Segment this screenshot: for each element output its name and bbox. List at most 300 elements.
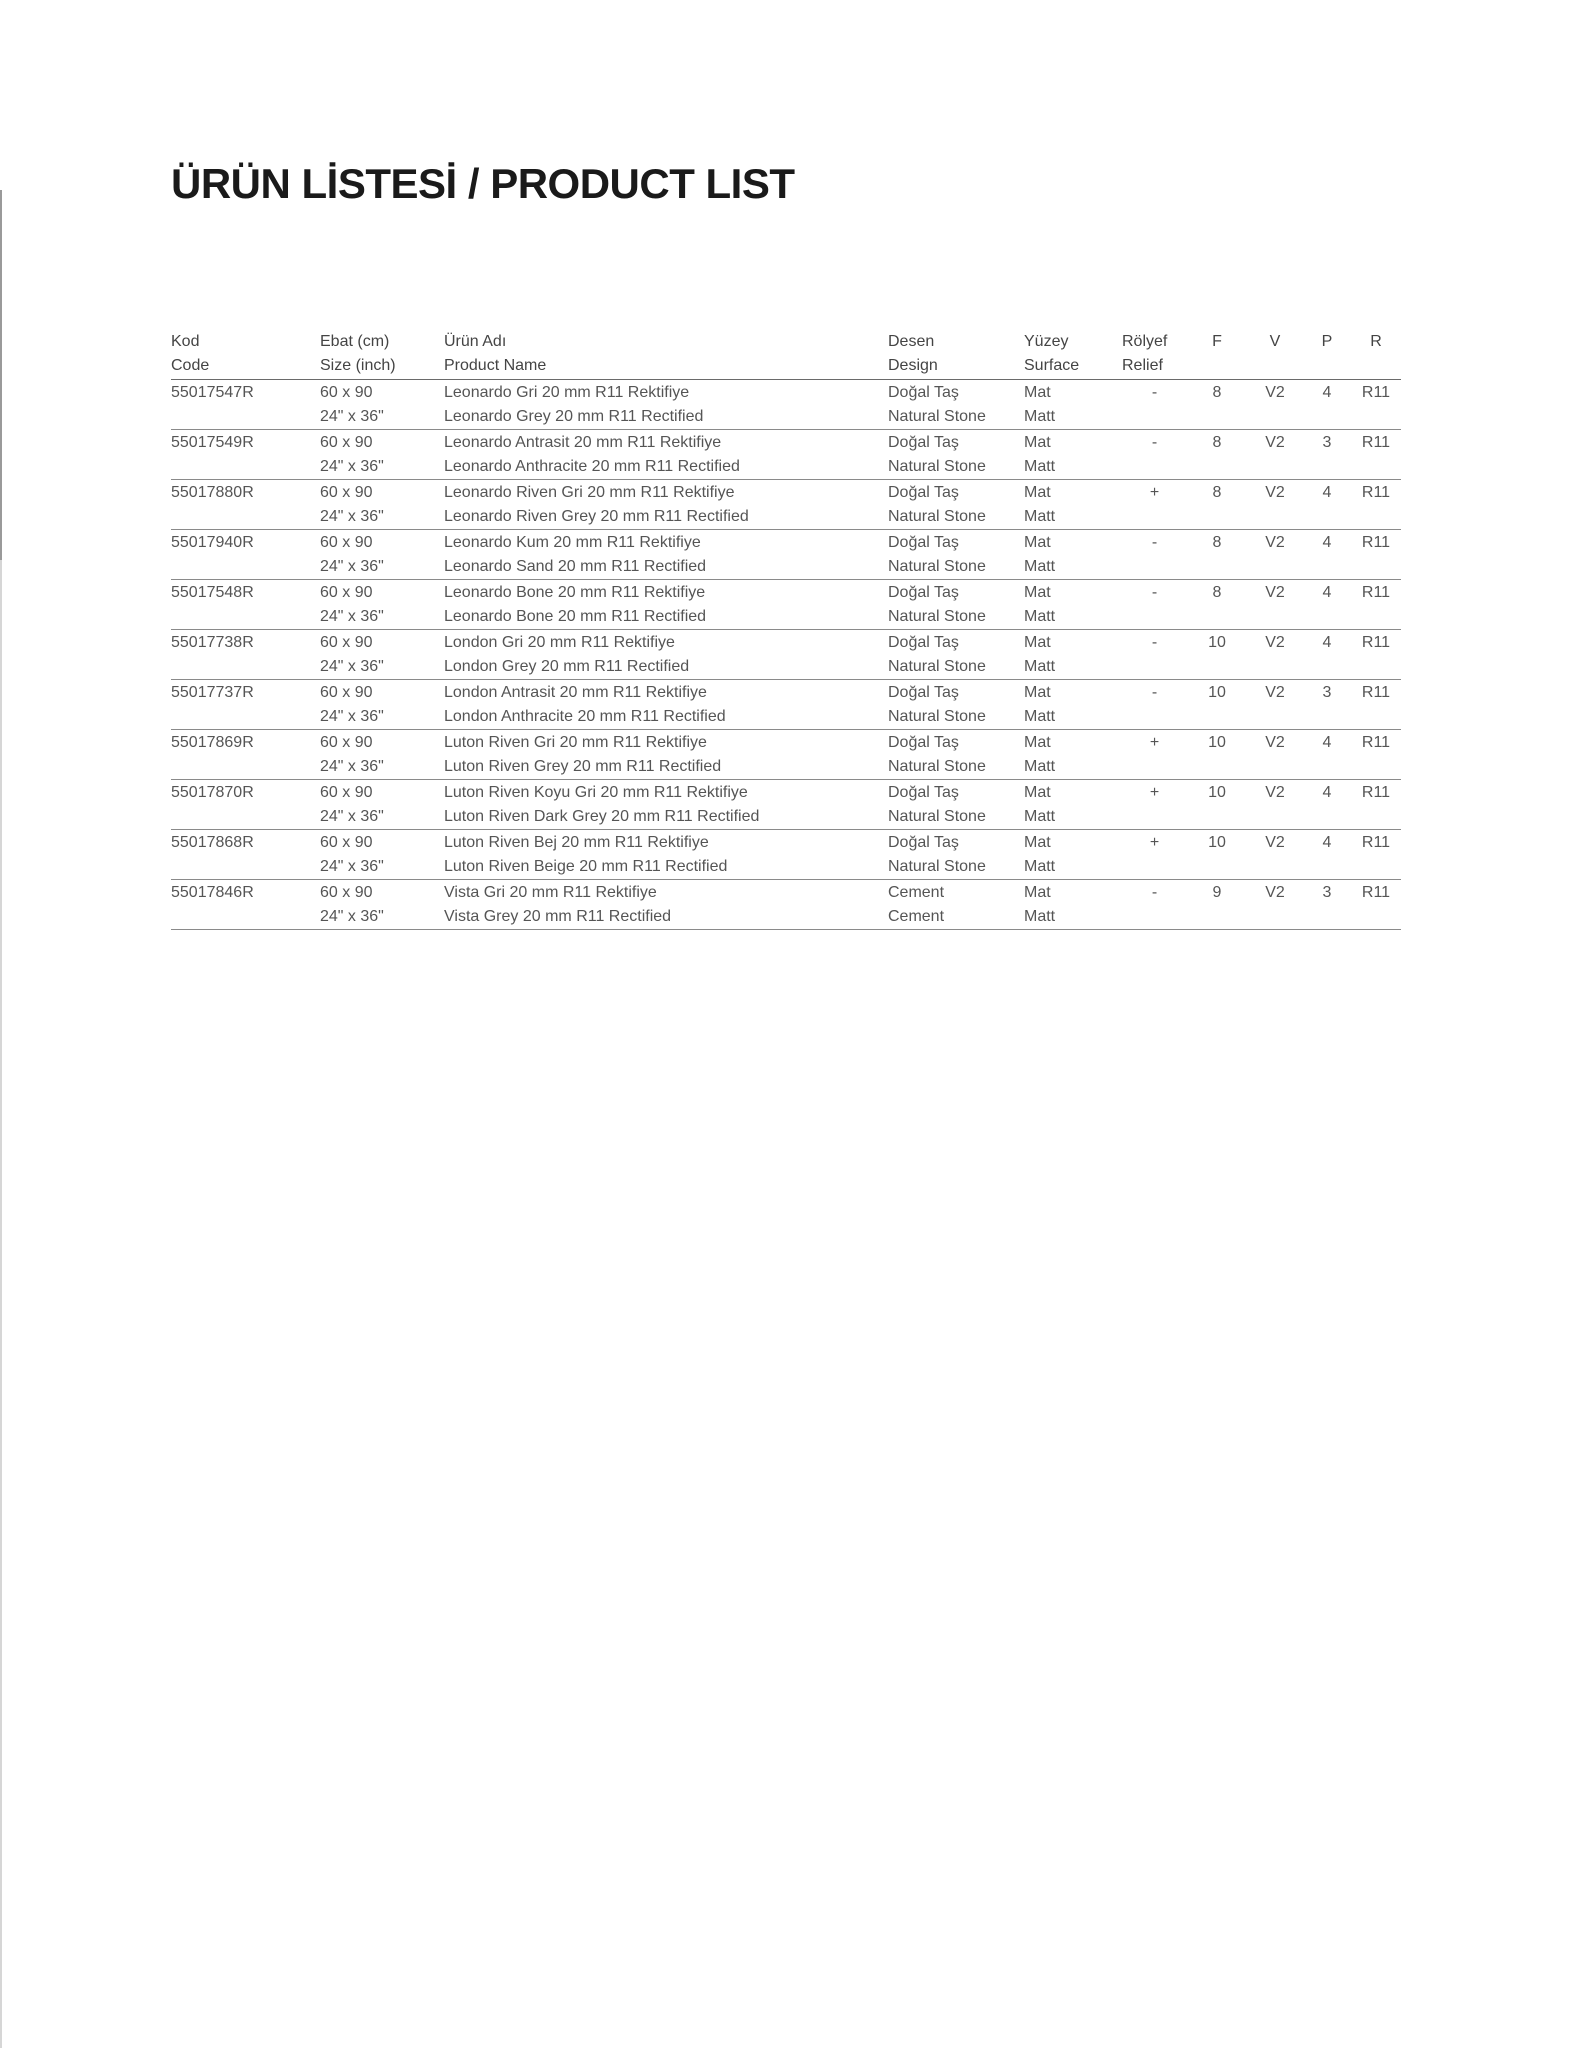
cell-name-tr: Luton Riven Gri 20 mm R11 Rektifiye bbox=[444, 734, 707, 751]
cell-design-tr: Doğal Taş bbox=[888, 584, 959, 601]
cell-code: 55017870R bbox=[171, 784, 254, 801]
cell-relief: + bbox=[1149, 734, 1160, 751]
header-surface bbox=[1024, 330, 1122, 380]
cell-p: 3 bbox=[1322, 884, 1332, 901]
cell-size-inch: 24" x 36" bbox=[320, 758, 384, 775]
cell-v bbox=[1247, 730, 1303, 780]
cell-design-tr: Doğal Taş bbox=[888, 834, 959, 851]
cell-r bbox=[1351, 480, 1401, 530]
cell-size-cm: 60 x 90 bbox=[320, 434, 373, 451]
cell-relief bbox=[1122, 830, 1187, 880]
cell-f bbox=[1187, 780, 1247, 830]
cell-surface-tr: Mat bbox=[1024, 384, 1051, 401]
cell-name-en: Leonardo Anthracite 20 mm R11 Rectified bbox=[444, 458, 740, 475]
header-name-en: Product Name bbox=[444, 357, 547, 374]
cell-name-en: London Grey 20 mm R11 Rectified bbox=[444, 658, 690, 675]
cell-p: 4 bbox=[1322, 534, 1332, 551]
cell-relief bbox=[1122, 430, 1187, 480]
cell-size-inch: 24" x 36" bbox=[320, 658, 384, 675]
cell-surface-en: Matt bbox=[1024, 858, 1056, 875]
cell-design bbox=[888, 580, 1024, 630]
header-relief bbox=[1122, 330, 1187, 380]
cell-p bbox=[1303, 780, 1351, 830]
table-row bbox=[171, 630, 1401, 680]
cell-surface-en: Matt bbox=[1024, 408, 1056, 425]
cell-name-en: Luton Riven Beige 20 mm R11 Rectified bbox=[444, 858, 728, 875]
cell-code: 55017547R bbox=[171, 384, 254, 401]
cell-surface-tr: Mat bbox=[1024, 484, 1051, 501]
cell-r bbox=[1351, 830, 1401, 880]
cell-code: 55017737R bbox=[171, 684, 254, 701]
cell-p: 4 bbox=[1322, 484, 1332, 501]
cell-name bbox=[444, 880, 888, 930]
cell-size-inch: 24" x 36" bbox=[320, 908, 384, 925]
cell-relief: - bbox=[1151, 434, 1158, 451]
cell-design-tr: Doğal Taş bbox=[888, 634, 959, 651]
cell-design-en: Natural Stone bbox=[888, 808, 986, 825]
header-f-label: F bbox=[1212, 333, 1222, 350]
table-row bbox=[171, 680, 1401, 730]
cell-surface bbox=[1024, 830, 1122, 880]
cell-f bbox=[1187, 480, 1247, 530]
header-size-en: Size (inch) bbox=[320, 357, 396, 374]
cell-size bbox=[320, 830, 444, 880]
cell-p bbox=[1303, 680, 1351, 730]
cell-v: V2 bbox=[1265, 684, 1285, 701]
cell-p: 4 bbox=[1322, 784, 1332, 801]
cell-size-cm: 60 x 90 bbox=[320, 834, 373, 851]
cell-f bbox=[1187, 830, 1247, 880]
cell-relief: + bbox=[1149, 484, 1160, 501]
cell-r: R11 bbox=[1361, 834, 1391, 851]
cell-p bbox=[1303, 430, 1351, 480]
cell-p bbox=[1303, 730, 1351, 780]
cell-surface-en: Matt bbox=[1024, 808, 1056, 825]
cell-p bbox=[1303, 830, 1351, 880]
page-title: ÜRÜN LİSTESİ / PRODUCT LIST bbox=[171, 160, 795, 207]
cell-size-cm: 60 x 90 bbox=[320, 534, 373, 551]
header-surface-en: Surface bbox=[1024, 357, 1080, 374]
cell-code: 55017846R bbox=[171, 884, 254, 901]
cell-name bbox=[444, 430, 888, 480]
cell-name-en: Leonardo Grey 20 mm R11 Rectified bbox=[444, 408, 704, 425]
cell-code bbox=[171, 830, 320, 880]
cell-size-inch: 24" x 36" bbox=[320, 458, 384, 475]
cell-v: V2 bbox=[1265, 534, 1285, 551]
cell-surface-tr: Mat bbox=[1024, 584, 1051, 601]
cell-r bbox=[1351, 430, 1401, 480]
cell-p bbox=[1303, 530, 1351, 580]
cell-size-inch: 24" x 36" bbox=[320, 808, 384, 825]
product-table bbox=[171, 330, 1401, 930]
cell-v bbox=[1247, 480, 1303, 530]
cell-r: R11 bbox=[1361, 684, 1391, 701]
cell-v bbox=[1247, 780, 1303, 830]
cell-r bbox=[1351, 680, 1401, 730]
cell-relief: - bbox=[1151, 384, 1158, 401]
cell-v bbox=[1247, 630, 1303, 680]
cell-design bbox=[888, 480, 1024, 530]
cell-relief: + bbox=[1149, 834, 1160, 851]
cell-p: 4 bbox=[1322, 634, 1332, 651]
cell-design bbox=[888, 430, 1024, 480]
cell-size-inch: 24" x 36" bbox=[320, 508, 384, 525]
cell-design-tr: Doğal Taş bbox=[888, 434, 959, 451]
cell-v bbox=[1247, 430, 1303, 480]
cell-f: 8 bbox=[1212, 384, 1222, 401]
cell-name bbox=[444, 580, 888, 630]
cell-name-tr: Leonardo Kum 20 mm R11 Rektifiye bbox=[444, 534, 701, 551]
cell-name-tr: Leonardo Riven Gri 20 mm R11 Rektifiye bbox=[444, 484, 735, 501]
cell-name-tr: Luton Riven Bej 20 mm R11 Rektifiye bbox=[444, 834, 709, 851]
cell-surface-tr: Mat bbox=[1024, 434, 1051, 451]
cell-p: 4 bbox=[1322, 734, 1332, 751]
cell-design-en: Natural Stone bbox=[888, 558, 986, 575]
cell-size bbox=[320, 780, 444, 830]
cell-code: 55017738R bbox=[171, 634, 254, 651]
cell-code bbox=[171, 530, 320, 580]
cell-size-cm: 60 x 90 bbox=[320, 684, 373, 701]
cell-name-en: Vista Grey 20 mm R11 Rectified bbox=[444, 908, 672, 925]
cell-f: 9 bbox=[1212, 884, 1222, 901]
cell-code: 55017548R bbox=[171, 584, 254, 601]
cell-size-inch: 24" x 36" bbox=[320, 608, 384, 625]
cell-size bbox=[320, 680, 444, 730]
header-design-en: Design bbox=[888, 357, 938, 374]
cell-f: 10 bbox=[1208, 784, 1226, 801]
cell-v: V2 bbox=[1265, 584, 1285, 601]
cell-surface bbox=[1024, 580, 1122, 630]
cell-v bbox=[1247, 880, 1303, 930]
cell-r bbox=[1351, 780, 1401, 830]
cell-f: 10 bbox=[1208, 834, 1226, 851]
cell-code bbox=[171, 780, 320, 830]
cell-size-inch: 24" x 36" bbox=[320, 708, 384, 725]
cell-size bbox=[320, 730, 444, 780]
cell-f bbox=[1187, 380, 1247, 430]
cell-design bbox=[888, 530, 1024, 580]
header-r bbox=[1351, 330, 1401, 380]
cell-name-en: Luton Riven Grey 20 mm R11 Rectified bbox=[444, 758, 722, 775]
cell-r bbox=[1351, 880, 1401, 930]
table-row bbox=[171, 530, 1401, 580]
cell-surface-tr: Mat bbox=[1024, 634, 1051, 651]
cell-code: 55017869R bbox=[171, 734, 254, 751]
cell-name bbox=[444, 380, 888, 430]
cell-size-inch: 24" x 36" bbox=[320, 408, 384, 425]
cell-relief: - bbox=[1151, 884, 1158, 901]
cell-name-en: Leonardo Bone 20 mm R11 Rectified bbox=[444, 608, 707, 625]
cell-size-cm: 60 x 90 bbox=[320, 784, 373, 801]
cell-name-en: Luton Riven Dark Grey 20 mm R11 Rectified bbox=[444, 808, 760, 825]
cell-code bbox=[171, 730, 320, 780]
cell-name bbox=[444, 630, 888, 680]
cell-surface-tr: Mat bbox=[1024, 784, 1051, 801]
cell-design bbox=[888, 680, 1024, 730]
cell-name-tr: Leonardo Gri 20 mm R11 Rektifiye bbox=[444, 384, 690, 401]
cell-design-tr: Doğal Taş bbox=[888, 384, 959, 401]
cell-f bbox=[1187, 630, 1247, 680]
cell-f: 10 bbox=[1208, 734, 1226, 751]
header-name bbox=[444, 330, 888, 380]
table-row bbox=[171, 880, 1401, 930]
cell-surface bbox=[1024, 530, 1122, 580]
cell-surface-tr: Mat bbox=[1024, 734, 1051, 751]
cell-design-tr: Doğal Taş bbox=[888, 734, 959, 751]
cell-r: R11 bbox=[1361, 484, 1391, 501]
cell-code bbox=[171, 430, 320, 480]
cell-relief bbox=[1122, 730, 1187, 780]
cell-size bbox=[320, 480, 444, 530]
cell-name bbox=[444, 780, 888, 830]
header-name-tr: Ürün Adı bbox=[444, 333, 507, 350]
table-body bbox=[171, 380, 1401, 930]
cell-size-cm: 60 x 90 bbox=[320, 384, 373, 401]
cell-v: V2 bbox=[1265, 784, 1285, 801]
cell-design-tr: Doğal Taş bbox=[888, 684, 959, 701]
header-relief-en: Relief bbox=[1122, 357, 1163, 374]
cell-size-cm: 60 x 90 bbox=[320, 484, 373, 501]
cell-v: V2 bbox=[1265, 634, 1285, 651]
header-r-label: R bbox=[1370, 333, 1382, 350]
header-relief-tr: Rölyef bbox=[1122, 333, 1168, 350]
cell-name-tr: Leonardo Antrasit 20 mm R11 Rektifiye bbox=[444, 434, 722, 451]
cell-design bbox=[888, 780, 1024, 830]
cell-relief bbox=[1122, 780, 1187, 830]
cell-name-en: Leonardo Riven Grey 20 mm R11 Rectified bbox=[444, 508, 749, 525]
cell-r: R11 bbox=[1361, 584, 1391, 601]
cell-surface bbox=[1024, 380, 1122, 430]
cell-code bbox=[171, 380, 320, 430]
cell-size bbox=[320, 580, 444, 630]
cell-f bbox=[1187, 530, 1247, 580]
cell-code bbox=[171, 880, 320, 930]
cell-f: 10 bbox=[1208, 684, 1226, 701]
table-row bbox=[171, 380, 1401, 430]
cell-code bbox=[171, 480, 320, 530]
cell-size bbox=[320, 380, 444, 430]
cell-design-tr: Doğal Taş bbox=[888, 784, 959, 801]
cell-v bbox=[1247, 380, 1303, 430]
cell-design-en: Natural Stone bbox=[888, 458, 986, 475]
cell-f: 10 bbox=[1208, 634, 1226, 651]
table-row bbox=[171, 780, 1401, 830]
cell-design-en: Natural Stone bbox=[888, 708, 986, 725]
cell-surface-en: Matt bbox=[1024, 708, 1056, 725]
cell-relief bbox=[1122, 580, 1187, 630]
cell-name-en: Leonardo Sand 20 mm R11 Rectified bbox=[444, 558, 707, 575]
cell-surface bbox=[1024, 880, 1122, 930]
page-edge-line-dark bbox=[0, 190, 2, 560]
cell-surface-en: Matt bbox=[1024, 758, 1056, 775]
cell-code bbox=[171, 630, 320, 680]
cell-v: V2 bbox=[1265, 884, 1285, 901]
cell-p bbox=[1303, 630, 1351, 680]
header-size-tr: Ebat (cm) bbox=[320, 333, 390, 350]
cell-f bbox=[1187, 580, 1247, 630]
cell-code: 55017868R bbox=[171, 834, 254, 851]
cell-r bbox=[1351, 380, 1401, 430]
cell-design-en: Natural Stone bbox=[888, 608, 986, 625]
cell-name bbox=[444, 830, 888, 880]
cell-code bbox=[171, 580, 320, 630]
cell-p: 3 bbox=[1322, 434, 1332, 451]
header-design bbox=[888, 330, 1024, 380]
cell-size-inch: 24" x 36" bbox=[320, 858, 384, 875]
cell-design bbox=[888, 380, 1024, 430]
cell-name-tr: London Gri 20 mm R11 Rektifiye bbox=[444, 634, 675, 651]
cell-relief bbox=[1122, 480, 1187, 530]
cell-f bbox=[1187, 680, 1247, 730]
cell-code bbox=[171, 680, 320, 730]
cell-p: 4 bbox=[1322, 834, 1332, 851]
cell-design-en: Natural Stone bbox=[888, 508, 986, 525]
cell-v bbox=[1247, 530, 1303, 580]
cell-size bbox=[320, 630, 444, 680]
cell-v: V2 bbox=[1265, 834, 1285, 851]
cell-size bbox=[320, 530, 444, 580]
header-size bbox=[320, 330, 444, 380]
cell-v bbox=[1247, 830, 1303, 880]
cell-size-cm: 60 x 90 bbox=[320, 634, 373, 651]
cell-relief bbox=[1122, 530, 1187, 580]
cell-surface bbox=[1024, 680, 1122, 730]
table-row bbox=[171, 480, 1401, 530]
cell-relief bbox=[1122, 630, 1187, 680]
cell-name-en: London Anthracite 20 mm R11 Rectified bbox=[444, 708, 726, 725]
cell-surface-tr: Mat bbox=[1024, 684, 1051, 701]
cell-design bbox=[888, 830, 1024, 880]
cell-r bbox=[1351, 630, 1401, 680]
cell-v bbox=[1247, 580, 1303, 630]
table-row bbox=[171, 580, 1401, 630]
cell-name bbox=[444, 530, 888, 580]
cell-p: 4 bbox=[1322, 384, 1332, 401]
table-row bbox=[171, 430, 1401, 480]
cell-f bbox=[1187, 880, 1247, 930]
header-code bbox=[171, 330, 320, 380]
cell-v: V2 bbox=[1265, 384, 1285, 401]
cell-r: R11 bbox=[1361, 784, 1391, 801]
cell-name bbox=[444, 680, 888, 730]
cell-name-tr: London Antrasit 20 mm R11 Rektifiye bbox=[444, 684, 707, 701]
cell-surface bbox=[1024, 430, 1122, 480]
cell-size-inch: 24" x 36" bbox=[320, 558, 384, 575]
header-p-label: P bbox=[1321, 333, 1333, 350]
cell-surface bbox=[1024, 630, 1122, 680]
cell-design-tr: Doğal Taş bbox=[888, 534, 959, 551]
cell-surface-en: Matt bbox=[1024, 908, 1056, 925]
cell-r: R11 bbox=[1361, 384, 1391, 401]
cell-p bbox=[1303, 380, 1351, 430]
cell-size bbox=[320, 880, 444, 930]
cell-p: 4 bbox=[1322, 584, 1332, 601]
header-v bbox=[1247, 330, 1303, 380]
cell-v: V2 bbox=[1265, 484, 1285, 501]
cell-name bbox=[444, 730, 888, 780]
header-p bbox=[1303, 330, 1351, 380]
cell-code: 55017549R bbox=[171, 434, 254, 451]
cell-f bbox=[1187, 430, 1247, 480]
cell-v: V2 bbox=[1265, 734, 1285, 751]
cell-relief: - bbox=[1151, 584, 1158, 601]
cell-p bbox=[1303, 480, 1351, 530]
cell-surface-en: Matt bbox=[1024, 558, 1056, 575]
cell-design-en: Natural Stone bbox=[888, 658, 986, 675]
cell-r: R11 bbox=[1361, 434, 1391, 451]
cell-design bbox=[888, 730, 1024, 780]
cell-p bbox=[1303, 580, 1351, 630]
cell-relief: - bbox=[1151, 534, 1158, 551]
cell-r: R11 bbox=[1361, 534, 1391, 551]
cell-design-en: Natural Stone bbox=[888, 408, 986, 425]
header-code-tr: Kod bbox=[171, 333, 200, 350]
header-code-en: Code bbox=[171, 357, 210, 374]
cell-v: V2 bbox=[1265, 434, 1285, 451]
cell-design-tr: Cement bbox=[888, 884, 945, 901]
cell-surface-en: Matt bbox=[1024, 658, 1056, 675]
table-header-row bbox=[171, 330, 1401, 380]
cell-relief: - bbox=[1151, 684, 1158, 701]
cell-design-tr: Doğal Taş bbox=[888, 484, 959, 501]
cell-surface-tr: Mat bbox=[1024, 534, 1051, 551]
cell-relief bbox=[1122, 680, 1187, 730]
cell-surface bbox=[1024, 730, 1122, 780]
cell-r: R11 bbox=[1361, 634, 1391, 651]
cell-relief bbox=[1122, 880, 1187, 930]
cell-f: 8 bbox=[1212, 484, 1222, 501]
cell-f: 8 bbox=[1212, 584, 1222, 601]
cell-size-cm: 60 x 90 bbox=[320, 734, 373, 751]
cell-name-tr: Vista Gri 20 mm R11 Rektifiye bbox=[444, 884, 657, 901]
cell-relief: - bbox=[1151, 634, 1158, 651]
header-surface-tr: Yüzey bbox=[1024, 333, 1069, 350]
cell-surface-en: Matt bbox=[1024, 458, 1056, 475]
cell-relief: + bbox=[1149, 784, 1160, 801]
cell-f: 8 bbox=[1212, 534, 1222, 551]
cell-name-tr: Luton Riven Koyu Gri 20 mm R11 Rektifiye bbox=[444, 784, 748, 801]
cell-surface-en: Matt bbox=[1024, 508, 1056, 525]
cell-relief bbox=[1122, 380, 1187, 430]
table-row bbox=[171, 830, 1401, 880]
cell-design bbox=[888, 630, 1024, 680]
cell-size-cm: 60 x 90 bbox=[320, 884, 373, 901]
cell-design bbox=[888, 880, 1024, 930]
cell-f: 8 bbox=[1212, 434, 1222, 451]
cell-name bbox=[444, 480, 888, 530]
cell-r: R11 bbox=[1361, 734, 1391, 751]
cell-size bbox=[320, 430, 444, 480]
cell-code: 55017940R bbox=[171, 534, 254, 551]
cell-p bbox=[1303, 880, 1351, 930]
cell-surface-tr: Mat bbox=[1024, 834, 1051, 851]
header-v-label: V bbox=[1269, 333, 1281, 350]
table-row bbox=[171, 730, 1401, 780]
cell-r bbox=[1351, 530, 1401, 580]
cell-design-en: Natural Stone bbox=[888, 758, 986, 775]
cell-r bbox=[1351, 730, 1401, 780]
cell-design-en: Natural Stone bbox=[888, 858, 986, 875]
cell-r: R11 bbox=[1361, 884, 1391, 901]
cell-surface bbox=[1024, 480, 1122, 530]
cell-p: 3 bbox=[1322, 684, 1332, 701]
cell-name-tr: Leonardo Bone 20 mm R11 Rektifiye bbox=[444, 584, 706, 601]
header-f bbox=[1187, 330, 1247, 380]
header-design-tr: Desen bbox=[888, 333, 935, 350]
cell-code: 55017880R bbox=[171, 484, 254, 501]
cell-size-cm: 60 x 90 bbox=[320, 584, 373, 601]
cell-design-en: Cement bbox=[888, 908, 945, 925]
